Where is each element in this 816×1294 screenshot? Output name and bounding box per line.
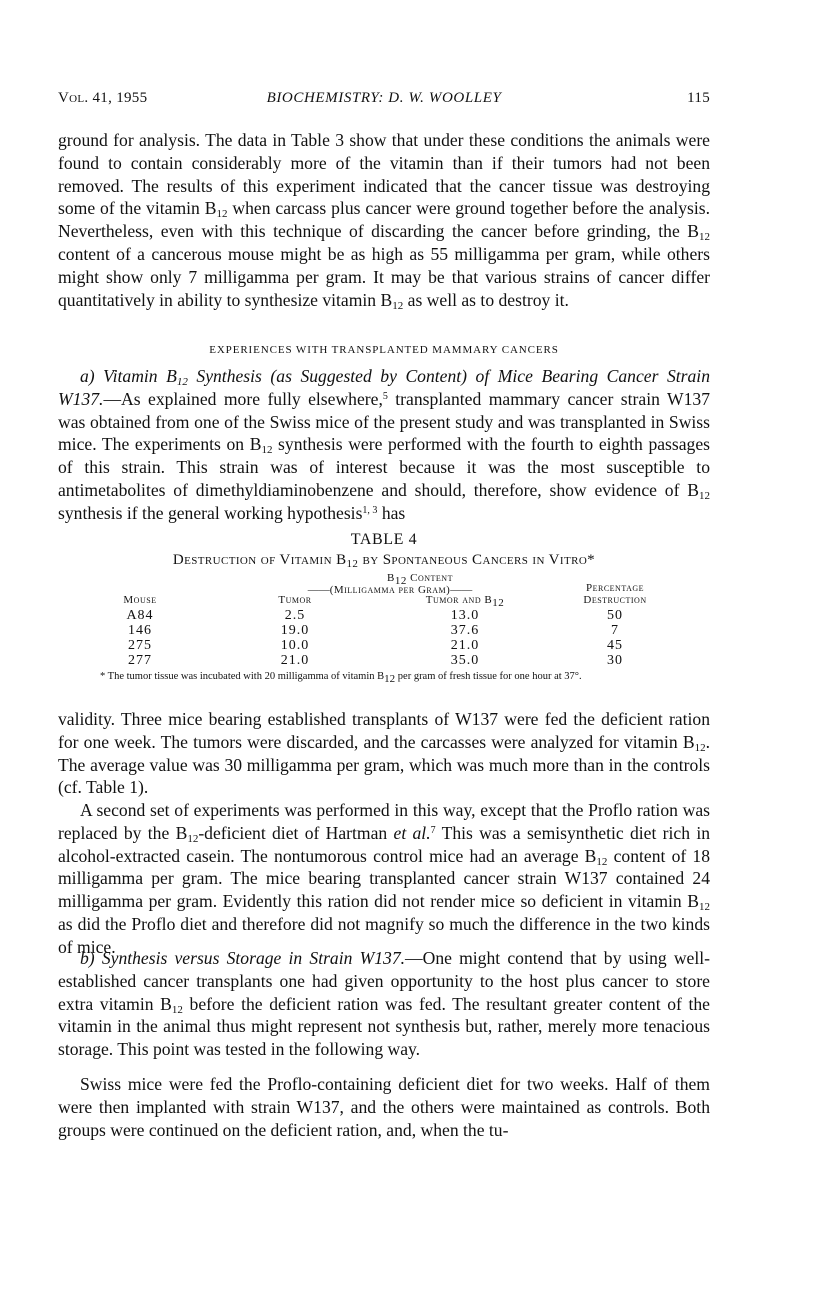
cell-percentage: 7 <box>611 623 619 638</box>
paragraph-5 <box>58 947 710 1061</box>
group-header: $B_{12}$ Content <box>387 572 453 587</box>
paragraph-4-text: A second set of experiments was performed in this way, except that the Proflo ration was replaced by the $B_{12}$-deficient diet of Hartman et al.$^7$ This was a semisynthetic diet rich in alcohol-extracted casein. The nontumorous control mice had an average $B_{12}$ content of 18 milligamma per gram. The mice bearing transplanted cancer strain W137 contained 24 milligamma per gram. Evidently this ration did not render mice so deficient in vitamin $B_{12}$ as did the Proflo diet and therefore did not magnify so much the difference in the two kinds of mice. <box>58 800 711 957</box>
paragraph-5-body: —One might contend that by using well-established cancer transplants one had given opportunity to the host plus cancer to store extra vitamin $B_{12}$ before the deficient ration was fed. The resultant greater content of the vitamin in the animal thus might represent not synthesis but, rather, merely more tenacious storage. This point was tested in the following way. <box>58 948 710 1060</box>
paragraph-1 <box>58 129 710 311</box>
paragraph-5-heading: b) Synthesis versus Storage in Strain W137. <box>80 948 406 968</box>
group-subheader-text: (Milligamma per Gram) <box>329 584 451 596</box>
journal-title: BIOCHEMISTRY: D. W. WOOLLEY <box>266 90 502 106</box>
cell-tumor: 2.5 <box>284 608 306 623</box>
table-footnote: * The tumor tissue was incubated with 20 milligamma of vitamin $B_{12}$ per gram of fresh tissue for one hour at 37°. <box>100 671 582 685</box>
cell-tumor: 19.0 <box>280 623 310 638</box>
cell-percentage: 50 <box>607 608 623 623</box>
col-header-tumor-b12: Tumor and $B_{12}$ <box>425 594 505 609</box>
page-number: 115 <box>687 90 710 106</box>
paragraph-3 <box>58 708 710 799</box>
cell-tumor-b12: 35.0 <box>450 653 480 668</box>
paragraph-2-body: —As explained more fully elsewhere,$^5$ transplanted mammary cancer strain W137 was obtained from one of the Swiss mice of the present study and was transplanted in Swiss mice. The experiments on $B_{12}$ synthesis were performed with the fourth to eighth passages of this strain. This strain was of interest because it was the most susceptible to antimetabolites of dimethyldiaminobenzene and should, therefore, show evidence of $B_{12}$ synthesis if the general working hypothesis$^{1, 3}$ has <box>58 388 711 523</box>
paragraph-4 <box>58 799 710 959</box>
col-header-tumor: Tumor <box>278 594 312 606</box>
paragraph-2-text <box>58 365 710 525</box>
group-subheader: ——(Milligamma per Gram)—— <box>307 584 473 596</box>
cell-tumor: 10.0 <box>280 638 310 653</box>
table-title: TABLE 4 <box>350 531 418 548</box>
cell-percentage: 30 <box>607 653 623 668</box>
cell-mouse: 275 <box>128 638 152 653</box>
section-heading: EXPERIENCES WITH TRANSPLANTED MAMMARY CANCERS <box>209 344 559 356</box>
cell-tumor-b12: 21.0 <box>450 638 480 653</box>
running-header <box>58 90 710 112</box>
paragraph-2 <box>58 365 710 525</box>
col-header-mouse: Mouse <box>123 594 157 606</box>
cell-tumor-b12: 37.6 <box>450 623 480 638</box>
paragraph-3-text: validity. Three mice bearing established transplants of W137 were fed the deficient ration for one week. The tumors were discarded, and the carcasses were analyzed for vitamin $B_{12}$. The average value was 30 milligamma per gram, which was much more than in the controls (cf. Table 1). <box>58 709 710 798</box>
col-header-percentage: Percentage Destruction <box>583 582 647 606</box>
cell-tumor-b12: 13.0 <box>450 608 480 623</box>
paragraph-6-text: Swiss mice were fed the Proflo-containing deficient diet for two weeks. Half of them were then implanted with strain W137, and the others were maintained as controls. Both groups were continued on the deficient ration, and, when the tu- <box>58 1074 710 1140</box>
paragraph-1-text: ground for analysis. The data in Table 3 show that under these conditions the animals were found to contain considerably more of the vitamin than if their tumors had not been removed. The results of this experiment indicated that the cancer tissue was destroying some of the vitamin $B_{12}$ when carcass plus cancer were ground together before the analysis. Nevertheless, even with this technique of discarding the cancer before grinding, the $B_{12}$ content of a cancerous mouse might be as high as 55 milligamma per gram, while others might show only 7 milligamma per gram. It may be that various strains of cancer differ quantitatively in ability to synthesize vitamin $B_{12}$ as well as to destroy it. <box>58 130 710 312</box>
cell-mouse: A84 <box>126 608 154 623</box>
cell-tumor: 21.0 <box>280 653 310 668</box>
volume-label: Vol. 41, 1955 <box>58 90 148 106</box>
paragraph-6 <box>58 1073 710 1141</box>
paragraph-2-heading: a) Vitamin $B_{12}$ Synthesis (as Suggested by Content) of Mice Bearing Cancer Strain W137. <box>58 366 710 409</box>
paragraph-5-text <box>58 947 710 1061</box>
cell-mouse: 146 <box>128 623 152 638</box>
table-caption: Destruction of Vitamin $B_{12}$ by Spontaneous Cancers in Vitro* <box>172 552 596 570</box>
cell-percentage: 45 <box>607 638 623 653</box>
cell-mouse: 277 <box>128 653 152 668</box>
